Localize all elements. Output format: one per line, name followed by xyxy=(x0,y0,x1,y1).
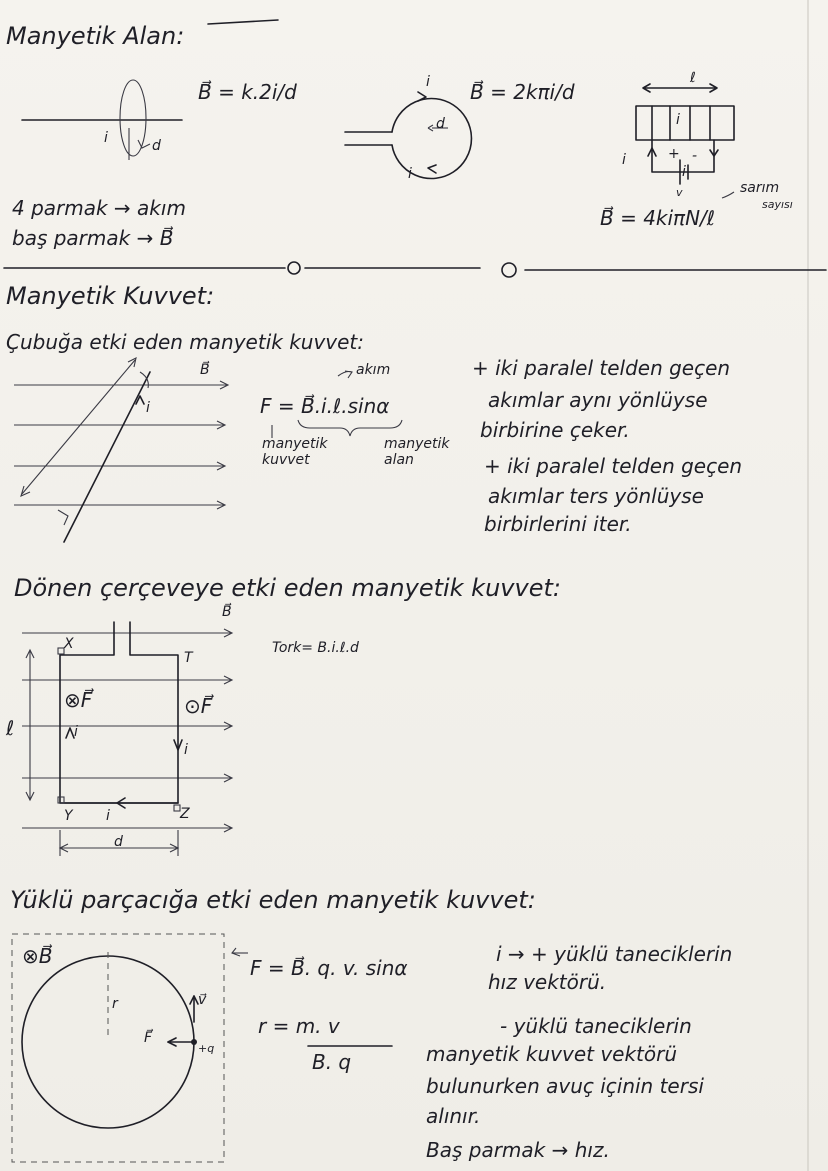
straight-wire-d: d xyxy=(152,138,161,154)
right-hand-rule-2: baş parmak → B⃗ xyxy=(12,226,174,250)
label-manyetik-kuvvet-1: manyetik xyxy=(262,436,328,452)
particle-force-F: F⃗ xyxy=(144,1030,153,1046)
frame-i-left: i xyxy=(74,724,78,740)
label-manyetik-alan-2: alan xyxy=(384,452,414,468)
frame-heading: Dönen çerçeveye etki eden manyetik kuvvet: xyxy=(14,574,561,602)
frame-corner-Z: Z xyxy=(180,806,190,822)
parallel-note-6: birbirlerini iter. xyxy=(484,512,632,536)
straight-wire-i: i xyxy=(104,130,108,146)
particle-note-1: i → + yüklü taneciklerin xyxy=(496,942,733,966)
solenoid-turns-note-1: sarım xyxy=(740,180,780,196)
particle-note-2: hız vektörü. xyxy=(488,970,607,994)
particle-radius-r: r xyxy=(112,996,118,1012)
loop-i-bottom: i xyxy=(408,166,412,182)
particle-B-into: ⊗B⃗ xyxy=(22,944,53,968)
frame-width-d: d xyxy=(114,834,123,850)
particle-heading: Yüklü parçacığa etki eden manyetik kuvvet: xyxy=(10,886,536,914)
rod-heading: Çubuğa etki eden manyetik kuvvet: xyxy=(6,330,365,354)
solenoid-formula: B⃗ = 4kiπN/ℓ xyxy=(600,206,716,230)
parallel-note-2: akımlar aynı yönlüyse xyxy=(488,388,708,412)
frame-force-right: ⊙F⃗ xyxy=(184,694,213,718)
rod-B-label: B⃗ xyxy=(200,362,210,378)
particle-note-7: Baş parmak → hız. xyxy=(426,1138,610,1162)
rod-akim-label: akım xyxy=(356,362,391,378)
straight-wire-formula: B⃗ = k.2i/d xyxy=(198,80,297,104)
particle-charge-q: +q xyxy=(198,1042,215,1055)
particle-note-3: - yüklü taneciklerin xyxy=(500,1014,692,1038)
frame-diagram xyxy=(22,622,232,856)
solenoid-v: v xyxy=(676,186,683,199)
frame-corner-T: T xyxy=(184,650,193,666)
rod-diagram xyxy=(14,358,228,542)
section-separator xyxy=(4,262,826,277)
frame-B-label: B⃗ xyxy=(222,604,232,620)
rod-force-formula: F = B⃗.i.ℓ.sinα xyxy=(260,394,390,418)
frame-length-l: ℓ xyxy=(6,716,15,740)
solenoid-i-inner: i xyxy=(676,112,680,128)
top-dash xyxy=(208,20,278,24)
particle-velocity-v: v⃗ xyxy=(198,992,207,1008)
parallel-note-4: + iki paralel telden geçen xyxy=(484,454,743,478)
solenoid-i-bottom: i xyxy=(682,164,686,180)
particle-note-4: manyetik kuvvet vektörü xyxy=(426,1042,678,1066)
rod-i-label: i xyxy=(146,400,150,416)
solenoid-turns-note-2: sayısı xyxy=(762,198,793,211)
formula-brace xyxy=(298,420,402,436)
solenoid-plus: + xyxy=(668,146,680,162)
loop-formula: B⃗ = 2kπi/d xyxy=(470,80,575,104)
radius-formula-numerator: r = m. v xyxy=(258,1014,340,1038)
particle-note-5: bulunurken avuç içinin tersi xyxy=(426,1074,704,1098)
loop-i-top: i xyxy=(426,74,430,90)
parallel-note-1: + iki paralel telden geçen xyxy=(472,356,731,380)
parallel-note-5: akımlar ters yönlüyse xyxy=(488,484,704,508)
frame-corner-Y: Y xyxy=(64,808,73,824)
loop-d: d xyxy=(436,116,445,132)
section-title-magnetic-field: Manyetik Alan: xyxy=(6,22,185,50)
particle-note-6: alınır. xyxy=(426,1104,481,1128)
frame-force-left: ⊗F⃗ xyxy=(64,688,93,712)
solenoid-l: ℓ xyxy=(690,70,696,86)
label-manyetik-kuvvet-2: kuvvet xyxy=(262,452,310,468)
particle-force-formula: F = B⃗. q. v. sinα xyxy=(250,956,408,980)
torque-formula: Tork= B.i.ℓ.d xyxy=(272,640,359,656)
frame-corner-X: X xyxy=(64,636,74,652)
right-hand-rule-1: 4 parmak → akım xyxy=(12,196,186,220)
radius-formula-denominator: B. q xyxy=(312,1050,352,1074)
solenoid-diagram xyxy=(636,84,734,198)
frame-i-right: i xyxy=(184,742,188,758)
parallel-note-3: birbirine çeker. xyxy=(480,418,630,442)
frame-i-bottom: i xyxy=(106,808,110,824)
solenoid-i: i xyxy=(622,152,626,168)
solenoid-minus: - xyxy=(692,148,698,164)
section-title-magnetic-force: Manyetik Kuvvet: xyxy=(6,282,215,310)
label-manyetik-alan-1: manyetik xyxy=(384,436,450,452)
